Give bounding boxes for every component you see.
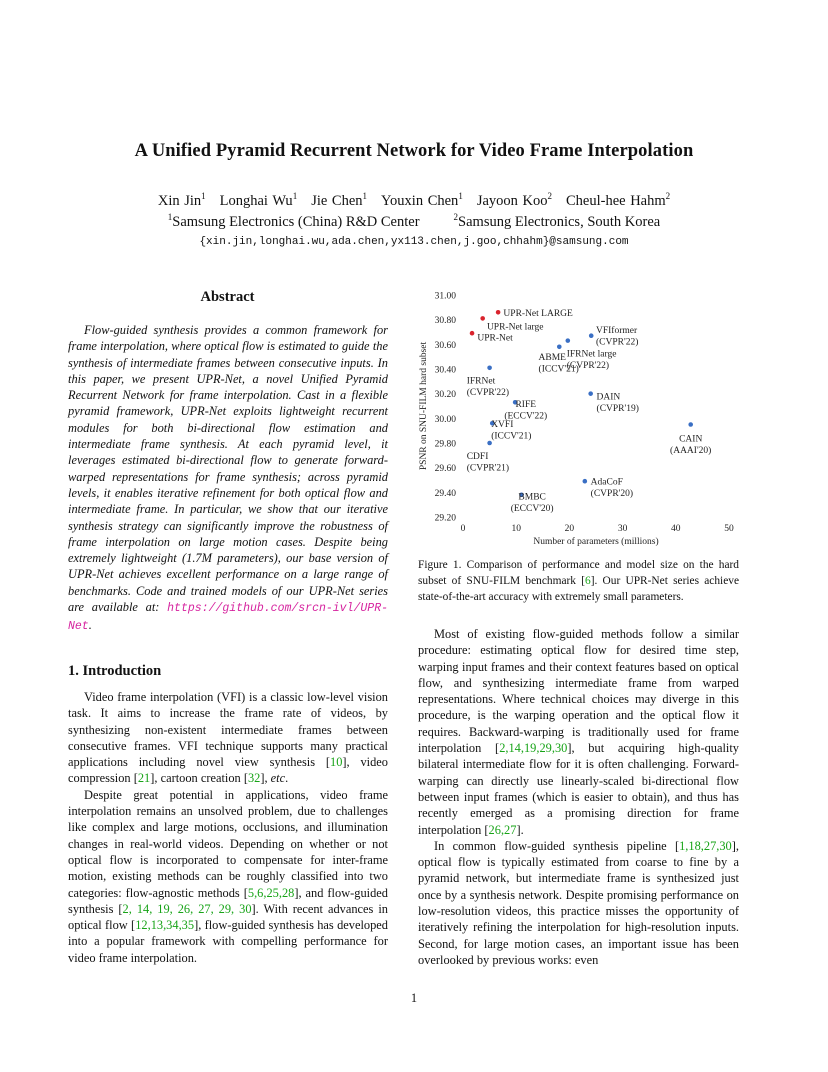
data-point bbox=[588, 391, 593, 396]
x-tick-label: 50 bbox=[724, 524, 734, 534]
paper-title: A Unified Pyramid Recurrent Network for Video Frame Interpolation bbox=[134, 141, 694, 161]
author-name: Xin Jin$^1$ bbox=[157, 191, 206, 209]
x-tick-label: 30 bbox=[617, 524, 628, 534]
page-number: 1 bbox=[410, 991, 418, 1005]
point-label: UPR-Net large bbox=[486, 322, 544, 333]
data-point bbox=[496, 310, 501, 315]
point-label: (CVPR'22) bbox=[466, 388, 510, 399]
point-label: ABME bbox=[538, 353, 566, 364]
data-point bbox=[589, 333, 594, 338]
point-label: (CVPR'20) bbox=[590, 489, 634, 500]
italic-text: etc bbox=[270, 771, 286, 786]
point-label: DAIN bbox=[596, 392, 621, 403]
y-tick-label: 30.80 bbox=[434, 316, 456, 327]
code-link[interactable]: https://github.com/srcn-ivl/UPR-Net bbox=[68, 602, 388, 634]
y-tick-label: 31.00 bbox=[434, 291, 456, 302]
affiliation-mark: 1 bbox=[362, 191, 368, 202]
point-label: (CVPR'22) bbox=[566, 360, 610, 371]
point-label: (CVPR'19) bbox=[596, 404, 639, 415]
abstract-text bbox=[68, 322, 388, 636]
affiliation-list bbox=[0, 214, 828, 231]
affiliation-mark: 2 bbox=[547, 191, 552, 202]
point-label: AdaCoF bbox=[590, 477, 623, 488]
citation-link[interactable]: 1,18,27,30 bbox=[679, 838, 732, 853]
author-name: Jie Chen$^1$ bbox=[311, 191, 368, 209]
affiliation-mark: 1 bbox=[201, 191, 206, 202]
y-tick-label: 29.80 bbox=[434, 439, 456, 450]
citation-link[interactable]: 2, 14, 19, 26, 27, 29, 30 bbox=[122, 901, 252, 916]
citation-link[interactable]: 5,6,25,28 bbox=[247, 885, 295, 900]
data-point bbox=[583, 479, 588, 484]
x-tick-label: 40 bbox=[671, 524, 681, 534]
citation-link[interactable]: 6 bbox=[585, 574, 591, 587]
x-tick-label: 10 bbox=[511, 524, 521, 534]
point-label: RIFE bbox=[515, 400, 537, 411]
point-label: CDFI bbox=[466, 451, 489, 462]
affiliation-mark: 1 bbox=[167, 212, 173, 223]
point-label: (ECCV'20) bbox=[510, 504, 554, 515]
point-label: UPR-Net LARGE bbox=[503, 308, 573, 319]
citation-link[interactable]: 26,27 bbox=[488, 822, 517, 837]
author-name: Youxin Chen$^1$ bbox=[381, 191, 463, 209]
data-point bbox=[487, 441, 492, 446]
y-tick-label: 30.00 bbox=[434, 414, 456, 425]
data-point bbox=[688, 422, 693, 427]
intro-paragraph-2: Despite great potential in applications, video frame interpolation remains an unsolved problem, due to challenges like complex and large motions, occlusions, and illumination changes in real-world videos. Depending on whether or not optical flow is incorporated to compensate for inter-frame motion, existing methods can be roughly classified into two categories: flow-agnostic methods [5,6,25,28], and flow-guided synthesis [2, 14, 19, 26, 27, 29, 30]. With recent advances in optical flow [12,13,34,35], flow-guided synthesis has developed into a popular framework with compelling performance for video frame interpolation. bbox=[68, 787, 388, 965]
x-tick-label: 0 bbox=[460, 524, 466, 534]
point-label: (ICCV'21) bbox=[491, 431, 532, 442]
affiliation-mark: 2 bbox=[665, 191, 671, 202]
affiliation-mark: 2 bbox=[453, 212, 459, 223]
point-label: IFRNet large bbox=[566, 349, 617, 360]
figure-1-caption: Figure 1. Comparison of performance and model size on the hard subset of SNU-FILM benchmark [6]. Our UPR-Net series achieve state-of-the-art accuracy with extremely small parameters. bbox=[418, 559, 740, 603]
section-heading-introduction: 1. Introduction bbox=[68, 663, 162, 679]
data-point bbox=[566, 338, 571, 343]
point-label: (ECCV'22) bbox=[504, 411, 548, 422]
point-label: CAIN bbox=[679, 434, 703, 445]
affiliation: $^1$Samsung Electronics (China) R&D Center bbox=[167, 212, 420, 230]
x-tick-label: 20 bbox=[564, 524, 575, 534]
abstract-end: . bbox=[88, 618, 92, 633]
x-axis-label: Number of parameters (millions) bbox=[533, 537, 659, 547]
point-label: VFIformer bbox=[596, 326, 638, 337]
y-tick-label: 30.40 bbox=[434, 365, 456, 376]
scatter-plot bbox=[412, 286, 742, 550]
y-tick-label: 29.20 bbox=[434, 513, 456, 524]
point-label: (CVPR'21) bbox=[466, 463, 510, 474]
citation-link[interactable]: 12,13,34,35 bbox=[135, 918, 195, 933]
y-tick-label: 30.60 bbox=[434, 340, 456, 351]
data-point bbox=[557, 345, 562, 350]
intro-column-left bbox=[68, 689, 388, 966]
citation-link[interactable]: 2,14,19,29,30 bbox=[499, 741, 568, 756]
y-tick-label: 29.40 bbox=[434, 488, 456, 499]
figure-1-chart bbox=[412, 286, 742, 550]
citation-link[interactable]: 32 bbox=[247, 771, 261, 786]
point-label: UPR-Net bbox=[477, 333, 513, 344]
point-label: IFRNet bbox=[466, 376, 496, 387]
data-point bbox=[487, 365, 492, 370]
affiliation-mark: 1 bbox=[458, 191, 463, 202]
citation-link[interactable]: 10 bbox=[330, 755, 343, 770]
abstract-heading: Abstract bbox=[200, 289, 255, 305]
right-paragraph-1: Most of existing flow-guided methods follow a similar procedure: estimating optical flow for desired time step, warping input frames and their context features based on optical flow, and synthesizing intermediate frame from warped representations. Where technical choices may diverge in this procedure, is the warping operation and the optical flow it requires. Backward-warping is traditionally used for frame interpolation [2,14,19,29,30], but acquiring high-quality bilateral intermediate flow for it is often challenging. Forward-warping can directly use linearly-scaled bi-directional flow between input frames (which is easier to obtain), and thus has recently emerged as a promising direction for frame interpolation [26,27]. bbox=[418, 627, 739, 837]
point-label: (CVPR'22) bbox=[596, 337, 639, 348]
y-tick-label: 29.60 bbox=[434, 464, 456, 475]
y-tick-label: 30.20 bbox=[434, 390, 456, 401]
right-paragraph-2: In common flow-guided synthesis pipeline [1,18,27,30], optical flow is typically estimated from coarse to fine by a pyramid network, but intermediate frame is synthesized just once by a synthesis network. Despite promising performance on low-resolution videos, this practice misses the opportunity of iteratively refining the interpolation for high-resolution inputs. Second, for large motion cases, an important issue has been overlooked by previous works: even bbox=[418, 838, 739, 967]
citation-link[interactable]: 21 bbox=[137, 771, 151, 786]
author-list bbox=[0, 193, 828, 210]
point-label: (ICCV'21) bbox=[538, 364, 579, 375]
point-label: XVFI bbox=[491, 419, 514, 430]
author-name: Cheul-hee Hahm$^2$ bbox=[566, 191, 671, 209]
point-label: BMBC bbox=[518, 492, 546, 503]
affiliation: $^2$Samsung Electronics, South Korea bbox=[453, 212, 661, 230]
intro-paragraph-1: Video frame interpolation (VFI) is a classic low-level vision task. It aims to increase the frame rate of videos, by synthesizing non-existent intermediate frames between consecutive frames. VFI technique supports many practical applications including novel view synthesis [10], video compression [21], cartoon creation [32], etc. bbox=[68, 690, 388, 786]
intro-column-right bbox=[418, 626, 739, 968]
point-label: (AAAI'20) bbox=[670, 446, 712, 457]
y-axis-label: PSNR on SNU-FILM hard subset bbox=[419, 341, 429, 471]
author-emails: {xin.jin,longhai.wu,ada.chen,yx113.chen,j.goo,chhahm}@samsung.com bbox=[199, 236, 629, 248]
abstract-body: Flow-guided synthesis provides a common framework for frame interpolation, where optical flow is estimated to guide the synthesis of intermediate frames between consecutive inputs. In this paper, we present UPR-Net, a novel Unified Pyramid Recurrent Network for frame interpolation. Cast in a flexible pyramid framework, UPR-Net exploits lightweight recurrent modules for both bi-directional flow estimation and intermediate frame synthesis. At each pyramid level, it leverages estimated bi-directional flow to generate forward-warped representations for frame synthesis; across pyramid levels, it enables iterative refinement for both optical flow and intermediate frame. In particular, we show that our iterative synthesis strategy can significantly improve the robustness of frame interpolation on large motion cases. Despite being extremely lightweight (1.7M parameters), our base version of UPR-Net achieves excellent performance on a large range of benchmarks. Code and trained models of our UPR-Net series are available at: bbox=[68, 323, 388, 615]
data-point bbox=[470, 331, 475, 336]
author-name: Longhai Wu$^1$ bbox=[219, 191, 298, 209]
author-name: Jayoon Koo$^2$ bbox=[476, 191, 552, 209]
data-point bbox=[480, 316, 485, 321]
affiliation-mark: 1 bbox=[292, 191, 298, 202]
